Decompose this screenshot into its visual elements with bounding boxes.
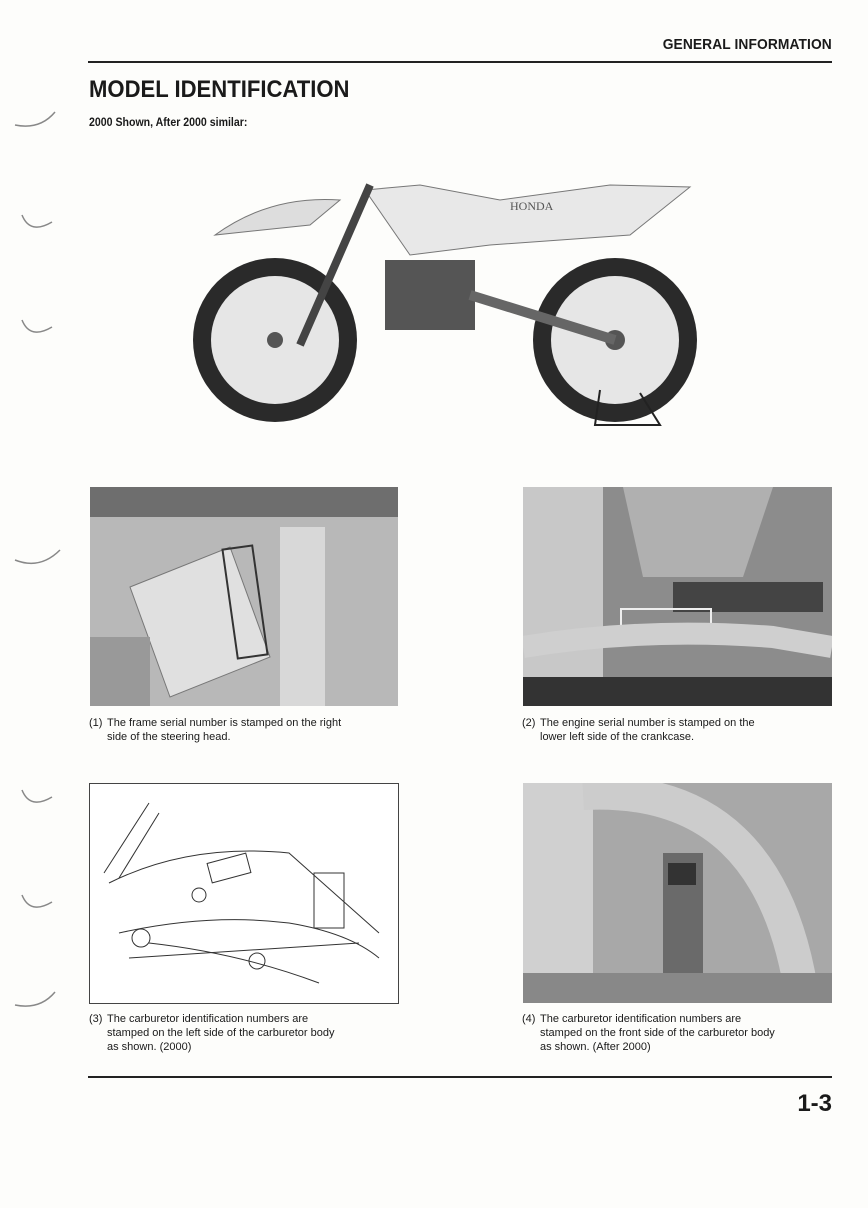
caption-1: (1) The frame serial number is stamped on the right side of the steering head. bbox=[89, 717, 342, 743]
honda-logo: HONDA bbox=[510, 199, 554, 213]
motorcycle-photo bbox=[190, 125, 705, 435]
carburetor-photo bbox=[523, 783, 832, 1003]
carburetor-line-drawing bbox=[89, 783, 399, 1004]
footer-rule bbox=[88, 1076, 832, 1078]
header-rule bbox=[88, 61, 832, 63]
binding-marks bbox=[0, 0, 70, 1208]
frame-serial-photo bbox=[90, 487, 398, 706]
engine-serial-photo bbox=[523, 487, 832, 706]
subtitle: 2000 Shown, After 2000 similar: bbox=[89, 117, 248, 129]
page-number: 1-3 bbox=[797, 1090, 832, 1117]
caption-4: (4) The carburetor identification numbers are stamped on the front side of the carburetor body as shown. (After 2000) bbox=[522, 1013, 775, 1053]
section-header: GENERAL INFORMATION bbox=[662, 36, 832, 53]
page-title: MODEL IDENTIFICATION bbox=[89, 76, 350, 103]
caption-2: (2) The engine serial number is stamped on the lower left side of the crankcase. bbox=[522, 717, 755, 743]
caption-3: (3) The carburetor identification numbers are stamped on the left side of the carburetor body as shown. (2000) bbox=[89, 1013, 335, 1053]
